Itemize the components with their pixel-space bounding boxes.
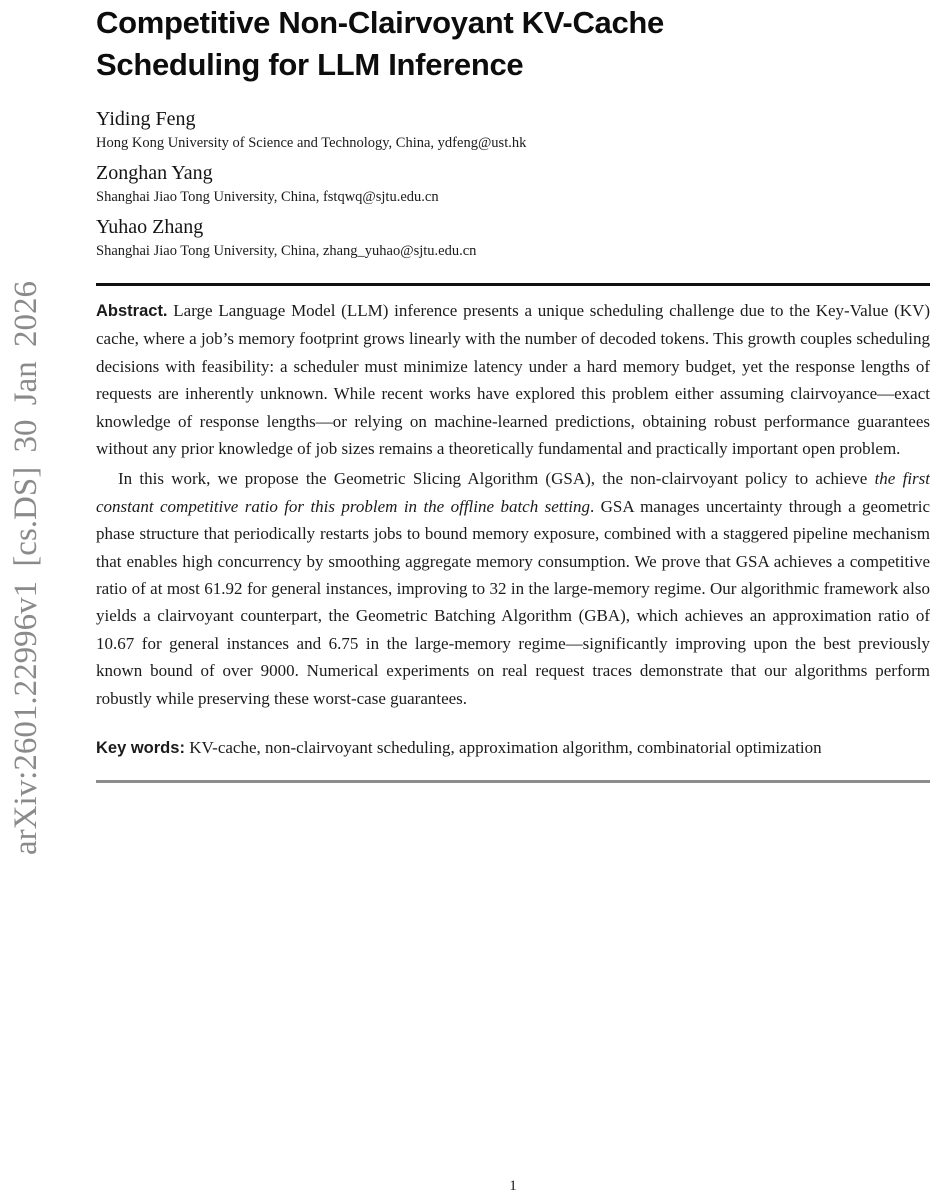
abstract-paragraph-2-text-before: In this work, we propose the Geometric Slicing Algorithm (GSA), the non-clairvoyant policy to achieve: [118, 469, 875, 489]
paper-title: [96, 0, 930, 86]
author-name: Yuhao Zhang: [96, 216, 204, 238]
page-number: 1: [509, 1178, 517, 1194]
abstract-paragraph-2-text-after: . GSA manages uncertainty through a geometric phase structure that periodically restarts jobs to bound memory exposure, combined with a staggered pipeline mechanism that enables high concurrency by smoothing aggregate memory consumption. We prove that GSA achieves a competitive ratio of at most 61.92 for general instances, improving to 32 in the large-memory regime. Our algorithmic framework also yields a clairvoyant counterpart, the Geometric Batching Algorithm (GBA), which achieves an approximation ratio of 10.67 for general instances and 6.75 in the large-memory regime—significantly improving upon the best previously known bound of over 9000. Numerical experiments on real request traces demonstrate that our algorithms perform robustly while preserving these worst-case guarantees.: [96, 496, 930, 708]
keywords-label: Key words:: [96, 739, 185, 758]
abstract-section: [96, 297, 930, 712]
abstract-paragraph-1: [96, 297, 930, 462]
abstract-top-rule: [96, 283, 930, 286]
author-block: [96, 107, 930, 152]
paper-title-line-1: Competitive Non-Clairvoyant KV-Cache: [96, 5, 664, 40]
author-affiliation: Shanghai Jiao Tong University, China, fstqwq@sjtu.edu.cn: [96, 189, 439, 205]
author-name: Yiding Feng: [96, 108, 196, 130]
abstract-label: Abstract.: [96, 302, 168, 320]
arxiv-watermark: arXiv:2601.22996v1 [cs.DS] 30 Jan 2026: [8, 281, 44, 855]
author-list: [96, 107, 930, 260]
keywords-line: [96, 734, 930, 762]
keywords-text: KV-cache, non-clairvoyant scheduling, approximation algorithm, combinatorial optimization: [189, 738, 822, 758]
footer-rule: [96, 780, 930, 783]
abstract-paragraph-2-italic-claim: the first constant competitive ratio for this problem in the offline batch setting: [96, 469, 930, 516]
paper-content: [96, 0, 930, 783]
author-name: Zonghan Yang: [96, 162, 213, 184]
author-affiliation: Hong Kong University of Science and Technology, China, ydfeng@ust.hk: [96, 135, 527, 151]
paper-title-line-2: Scheduling for LLM Inference: [96, 47, 524, 82]
author-affiliation: Shanghai Jiao Tong University, China, zhang_yuhao@sjtu.edu.cn: [96, 243, 477, 259]
abstract-paragraph-1-text: Large Language Model (LLM) inference presents a unique scheduling challenge due to the Key-Value (KV) cache, where a job’s memory footprint grows linearly with the number of decoded tokens. This growth couples scheduling decisions with feasibility: a scheduler must minimize latency under a hard memory budget, yet the response lengths of requests are inherently unknown. While recent works have explored this problem either assuming clairvoyance—exact knowledge of response lengths—or relying on machine-learned predictions, obtaining robust performance guarantees without any prior knowledge of job sizes remains a theoretically fundamental and practically important open problem.: [96, 301, 930, 459]
author-block: [96, 215, 930, 260]
abstract-paragraph-2: [96, 465, 930, 712]
author-block: [96, 161, 930, 206]
